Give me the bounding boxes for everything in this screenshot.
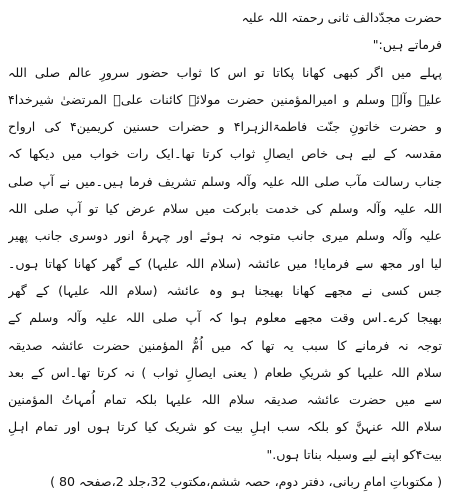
body-line: پہلے میں اگر کبھی کھانا پکاتا تو اس کا ثواب حضور سرورِ عالم صلی اللہ xyxy=(8,64,442,80)
body-line: و حضرت خاتونِ جنّت فاطمۃالزہرا۴ و حضرات حسنین کریمین۴ کی ارواح xyxy=(8,119,442,135)
body-line: علیہ وآلہ وسلم میری جانب متوجہ نہ ہوئے اور چہرۂ انور دوسری جانب پھیر xyxy=(8,228,442,244)
body-line: سے میں حضرت عائشہ صدیقہ سلام اللہ علیہا بلکہ تمام اُمہاتُ المؤمنین xyxy=(8,392,442,408)
citation: ( مکتوباتِ امامِ ربانی، دفتر دوم، حصہ ششم،مکتوب 32،جلد 2،صفحہ 80 ) xyxy=(50,474,442,490)
body-line: علیہ وآلہ وسلم و امیرالمؤمنین حضرت مولائے کائنات علیؑ المرتضیٰ شیرخدا۴ xyxy=(8,91,442,107)
body-line: سلام اللہ عنہنَّ کو بلکہ سب اہلِ بیت کو شریک کیا کرتا ہوں اور تمام اہلِ xyxy=(8,419,442,435)
heading: حضرت مجدّدالف ثانی رحمتہ اللہ علیہ xyxy=(241,10,442,25)
body-line: جناب رسالت مآب صلی اللہ علیہ وآلہ وسلم تشریف فرما ہیں۔میں نے آپ صلی xyxy=(8,173,442,189)
body-line: بھیجا کرے۔اس وقت مجھے معلوم ہوا کہ آپ صلی اللہ علیہ وآلہ وسلم کے xyxy=(8,310,442,326)
body-line-last: بیت۴کو اپنے لیے وسیلہ بناتا ہوں." xyxy=(266,446,442,462)
body-line: مقدسہ کے لیے ہی خاص ایصالِ ثواب کرتا تھا۔ایک رات خواب میں دیکھا کہ xyxy=(8,146,442,162)
body-line: توجہ نہ فرمانے کا سبب یہ تھا کہ میں اُمُّ المؤمنین حضرت عائشہ صدیقہ xyxy=(8,337,442,353)
intro-line: فرماتے ہیں:" xyxy=(372,37,442,53)
body-line: اللہ علیہ وآلہ وسلم کی خدمت بابرکت میں سلام عرض کیا تو آپ صلی اللہ xyxy=(8,201,442,217)
body-line: لیا اور مجھ سے فرمایا! میں عائشہ (سلام اللہ علیہا) کے گھر کھانا کھاتا ہوں۔ xyxy=(8,255,442,271)
body-line: جس کسی نے مجھے کھانا بھیجنا ہو وہ عائشہ (سلام اللہ علیہا) کے گھر xyxy=(8,282,442,298)
body-line: سلام اللہ علیہا کو شریکِ طعام ( یعنی ایصالِ ثواب ) نہ کرتا تھا۔اس کے بعد xyxy=(8,364,442,380)
